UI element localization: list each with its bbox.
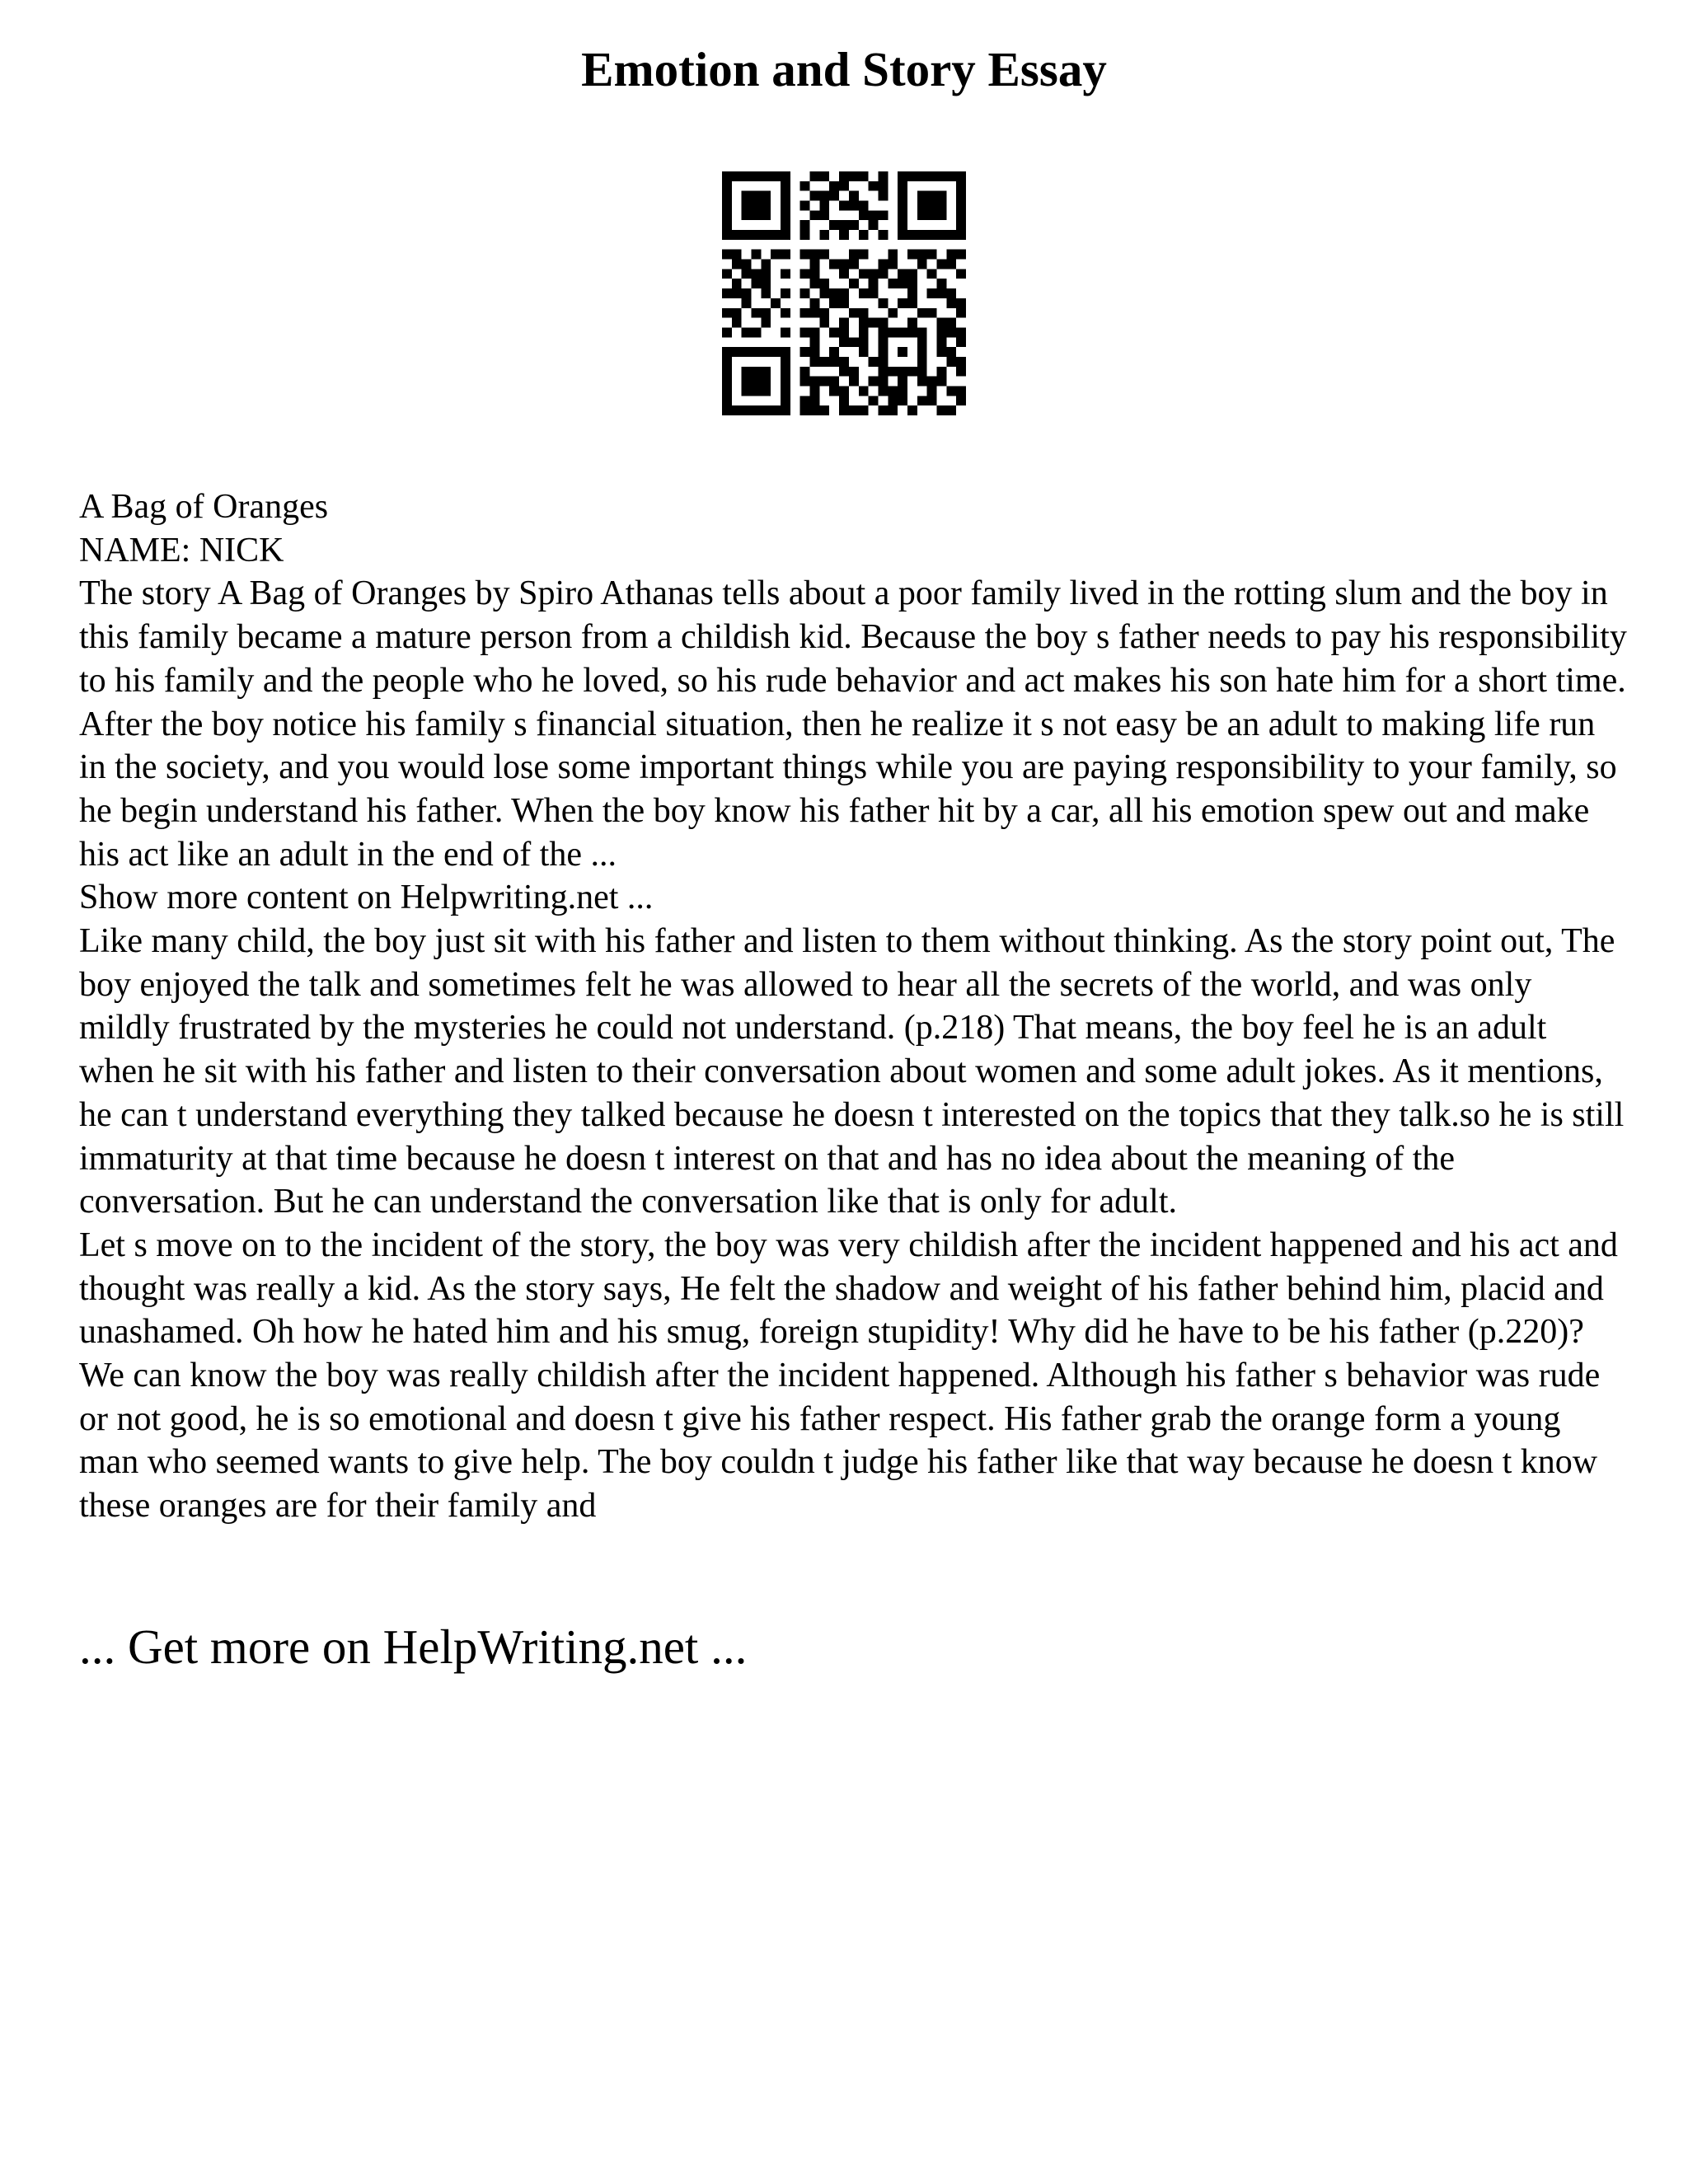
- essay-paragraph: Like many child, the boy just sit with his father and listen to them without thinking. As the story point out, The boy enjoyed the talk and sometimes felt he was allowed to hear all the secrets of the world, and was only mildly frustrated by the mysteries he could not understand. (p.218) That means, the boy feel he is an adult when he sit with his father and listen to their conversation about women and some adult jokes. As it mentions, he can t understand everything they talked because he doesn t interested on the topics that they talk.so he is still immaturity at that time because he doesn t interest on that and has no idea about the meaning of the conversation. But he can understand the conversation like that is only for adult.: [79, 922, 1625, 1221]
- author-name: NAME: NICK: [79, 531, 284, 569]
- show-more-link[interactable]: Show more content on Helpwriting.net ...: [79, 879, 654, 917]
- essay-paragraph: The story A Bag of Oranges by Spiro Athanas tells about a poor family lived in the rotting slum and the boy in this family became a mature person from a childish kid. Because the boy s father needs to pay his responsibility to his family and the people who he loved, so his rude behavior and act makes his son hate him for a short time. After the boy notice his family s financial situation, then he realize it s not easy be an adult to making life run in the society, and you would lose some important things while you are paying responsibility to your family, so he begin understand his father. When the boy know his father hit by a car, all his emotion spew out and make his act like an adult in the end of the ...: [79, 574, 1627, 874]
- essay-body: [79, 485, 1629, 1528]
- qr-code-icon: [722, 171, 966, 415]
- page-title: Emotion and Story Essay: [581, 42, 1107, 96]
- get-more-link[interactable]: ... Get more on HelpWriting.net ...: [79, 1619, 748, 1674]
- essay-paragraph: Let s move on to the incident of the story, the boy was very childish after the incident happened and his act and thought was really a kid. As the story says, He felt the shadow and weight of his father behind him, placid and unashamed. Oh how he hated him and his smug, foreign stupidity! Why did he have to be his father (p.220)? We can know the boy was really childish after the incident happened. Although his father s behavior was rude or not good, he is so emotional and doesn t give his father respect. His father grab the orange form a young man who seemed wants to give help. The boy couldn t judge his father like that way because he doesn t know these oranges are for their family and: [79, 1226, 1618, 1526]
- essay-heading: A Bag of Oranges: [79, 488, 329, 526]
